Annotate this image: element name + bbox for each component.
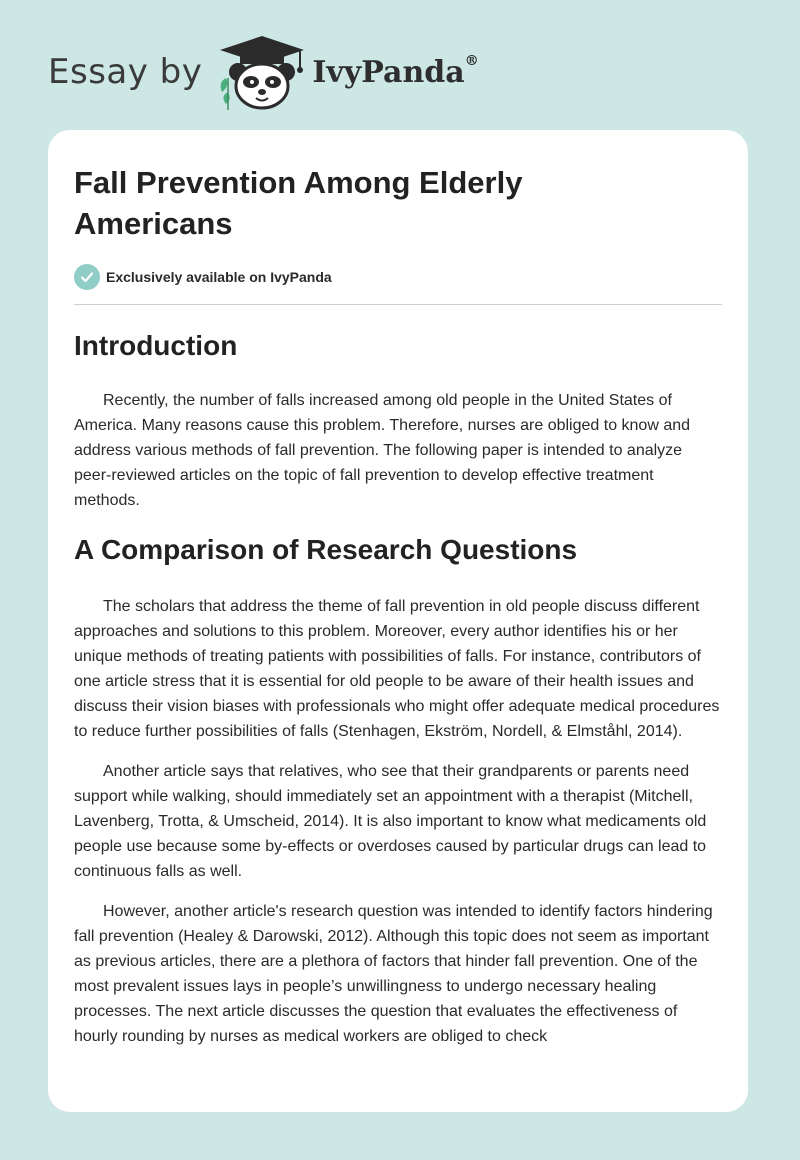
paragraph: However, another article's research question was intended to identify factors hindering fall prevention (Healey & Darowski, 2012). Although this topic does not seem as important as previous articles, there are a plethora of factors that hinder fall prevention. One of the most prevalent issues lays in people’s unwillingness to undergo necessary healing processes. The next article discusses the question that evaluates the effectiveness of hourly rounding by nurses as medical workers are obliged to check bbox=[74, 903, 713, 1045]
page-title: Fall Prevention Among Elderly Americans bbox=[74, 165, 523, 241]
section-heading-introduction: Introduction bbox=[74, 330, 238, 361]
panda-graduate-icon[interactable] bbox=[216, 32, 308, 112]
paragraph: Recently, the number of falls increased among old people in the United States of America. Many reasons cause this problem. Therefore, nurses are obliged to know and address various methods of fall prevention. The following paper is intended to analyze peer-reviewed articles on the topic of fall prevention to develop effective treatment methods. bbox=[74, 392, 691, 509]
brand-prefix: Essay by bbox=[48, 52, 203, 92]
section-heading-comparison: A Comparison of Research Questions bbox=[74, 534, 578, 565]
divider bbox=[74, 304, 722, 305]
brand-header bbox=[48, 32, 479, 112]
registered-mark: ® bbox=[464, 52, 479, 69]
brand-name: IvyPanda® bbox=[312, 52, 479, 90]
check-icon bbox=[74, 264, 100, 290]
essay-card bbox=[48, 130, 748, 1112]
exclusive-label: Exclusively available on IvyPanda bbox=[106, 269, 332, 285]
paragraph: The scholars that address the theme of fall prevention in old people discuss different approaches and solutions to this problem. Moreover, every author identifies his or her unique methods of treating patients with possibilities of falls. For instance, contributors of one article stress that it is essential for old people to be aware of their health issues and discuss their vision biases with professionals who might offer adequate medical procedures to reduce further possibilities of falls (Stenhagen, Ekström, Nordell, & Elmståhl, 2014). bbox=[74, 598, 720, 740]
exclusive-badge bbox=[74, 264, 722, 290]
paragraph: Another article says that relatives, who see that their grandparents or parents need support while walking, should immediately set an appointment with a therapist (Mitchell, Lavenberg, Trotta, & Umscheid, 2014). It is also important to know what medicaments old people use because some by-effects or overdoses caused by particular drugs can lead to continuous falls as well. bbox=[74, 763, 707, 880]
